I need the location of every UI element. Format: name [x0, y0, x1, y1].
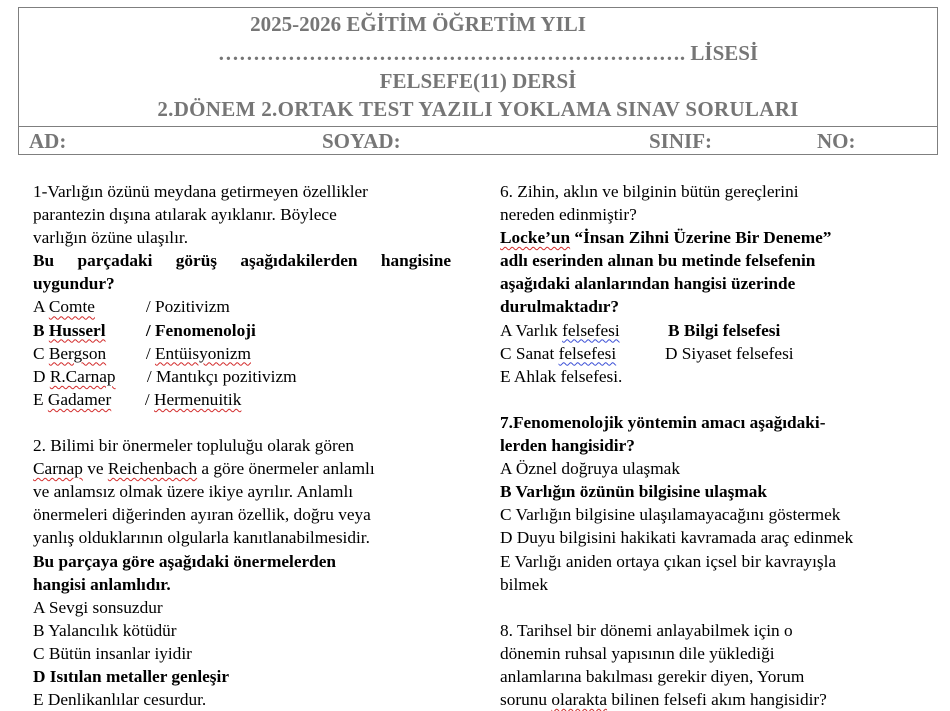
- option-text: C Sanat: [500, 343, 559, 363]
- course-title: FELSEFE(11) DERSİ: [379, 69, 577, 93]
- option-movement: Pozitivizm: [154, 297, 230, 317]
- option-text: felsefesi: [558, 343, 617, 363]
- option-separator: /: [145, 320, 155, 340]
- q6-stem-line: 6. Zihin, aklın ve bilginin bütün gereçlerini: [500, 182, 799, 201]
- q2-option-e: E Denlikanlılar cesurdur.: [33, 690, 207, 710]
- option-letter: A: [33, 297, 45, 317]
- surname-field-label: SOYAD:: [322, 129, 401, 153]
- q7-option-a: A Öznel doğruya ulaşmak: [500, 459, 680, 479]
- question-6: [500, 180, 920, 388]
- option-letter: E: [33, 389, 44, 409]
- q8-text: sorunu: [500, 690, 552, 710]
- q1-stem-line: 1-Varlığın özünü meydana getirmeyen özellikler: [33, 182, 368, 201]
- q8-stem-line: [500, 688, 920, 711]
- q7-prompt-line: 7.Fenomenolojik yöntemin amacı aşağıdaki-: [500, 412, 826, 432]
- q7-option-d: D Duyu bilgisini hakikati kavramada araç edinmek: [500, 528, 854, 548]
- q2-author-name: Reichenbach: [107, 459, 198, 479]
- q1-stem-line: parantezin dışına atılarak ayıklanır. Böylece: [33, 205, 337, 225]
- q2-stem-line: 2. Bilimi bir önermeler topluluğu olarak gören: [33, 436, 355, 456]
- q6-option-c: [500, 342, 665, 365]
- option-movement: Hermenuitik: [154, 389, 242, 409]
- q1-option-e: [33, 388, 451, 411]
- q6-stem-line: nereden edinmiştir?: [500, 205, 637, 225]
- q6-prompt-line: aşağıdaki alanlarından hangisi üzerinde: [500, 274, 796, 294]
- option-text: A Varlık: [500, 320, 563, 340]
- option-separator: /: [145, 297, 155, 317]
- header-divider: [19, 126, 937, 127]
- q2-stem-text: a göre önermeler anlamlı: [197, 459, 375, 479]
- option-letter: D: [33, 366, 46, 386]
- q1-option-a: [33, 295, 451, 318]
- q2-option-a: A Sevgi sonsuzdur: [33, 597, 163, 617]
- spacer: [33, 411, 451, 434]
- q2-stem-line: yanlış olduklarının olgularla kanıtlanabilmesidir.: [33, 528, 370, 548]
- option-philosopher: Bergson: [48, 343, 107, 363]
- q6-author-name: Locke’un: [500, 228, 571, 248]
- option-philosopher: Comte: [48, 297, 95, 317]
- option-movement: Entüisyonizm: [154, 343, 251, 363]
- option-separator: /: [145, 343, 155, 363]
- q2-stem-line: ve anlamsız olmak üzere ikiye ayrılır. Anlamlı: [33, 482, 354, 502]
- right-column: [500, 180, 920, 711]
- q2-prompt-line: hangisi anlamlıdır.: [33, 574, 171, 594]
- question-8: [500, 619, 920, 711]
- q6-prompt-line: durulmaktadır?: [500, 297, 620, 317]
- question-2: [33, 434, 451, 711]
- spacer: [500, 388, 920, 411]
- q7-option-e-cont: bilmek: [500, 574, 548, 594]
- option-philosopher: R.Carnap: [49, 366, 116, 386]
- number-field-label: NO:: [817, 129, 856, 153]
- option-philosopher: Gadamer: [47, 389, 112, 409]
- q2-conjunction: ve: [82, 459, 108, 479]
- q2-stem-line: önermeleri diğerinden ayıran özellik, doğru veya: [33, 505, 371, 525]
- question-7: [500, 411, 920, 596]
- option-philosopher: Husserl: [48, 320, 106, 340]
- q2-author-name: Carnap: [33, 459, 83, 479]
- q6-prompt-line: [500, 226, 920, 249]
- q7-option-c: C Varlığın bilgisine ulaşılamayacağını göstermek: [500, 505, 841, 525]
- q6-work-title: “İnsan Zihni Üzerine Bir Deneme”: [570, 228, 832, 248]
- q8-stem-line: anlamlarına bakılması gerekir diyen, Yorum: [500, 666, 805, 686]
- q2-prompt-line: Bu parçaya göre aşağıdaki önermelerden: [33, 551, 337, 571]
- q1-stem-line: varlığın özüne ulaşılır.: [33, 228, 189, 248]
- school-name-line: …………………………………………………………. LİSESİ: [217, 41, 759, 65]
- q1-option-d: [33, 365, 451, 388]
- q1-prompt-line: uygundur?: [33, 274, 115, 294]
- academic-year-title: 2025-2026 EĞİTİM ÖĞRETİM YILI: [250, 12, 586, 36]
- exam-title: 2.DÖNEM 2.ORTAK TEST YAZILI YOKLAMA SINAV SORULARI: [157, 97, 799, 121]
- q2-option-c: C Bütün insanlar iyidir: [33, 643, 192, 663]
- q6-options-row: [500, 319, 920, 342]
- q6-option-d: D Siyaset felsefesi: [665, 343, 794, 363]
- q1-option-c: [33, 342, 451, 365]
- option-text: felsefesi: [562, 320, 620, 340]
- q6-prompt-line: adlı eserinden alınan bu metinde felsefenin: [500, 251, 816, 271]
- q6-options-row: [500, 342, 920, 365]
- option-separator: /: [146, 366, 156, 386]
- option-movement: Mantıkçı pozitivizm: [155, 366, 297, 386]
- q6-option-e: E Ahlak felsefesi.: [500, 366, 623, 386]
- student-info-row: [19, 128, 937, 154]
- q7-option-e: E Varlığı aniden ortaya çıkan içsel bir kavrayışla: [500, 551, 837, 571]
- option-separator: /: [144, 389, 155, 409]
- name-field-label: AD:: [29, 129, 67, 153]
- question-1: [33, 180, 451, 411]
- q1-option-b: [33, 319, 451, 342]
- class-field-label: SINIF:: [649, 129, 713, 153]
- q7-prompt-line: lerden hangisidir?: [500, 436, 635, 456]
- q2-stem-line: [33, 457, 451, 480]
- q8-stem-line: 8. Tarihsel bir dönemi anlayabilmek için o: [500, 620, 793, 640]
- q8-text: olarakta: [551, 690, 608, 710]
- q6-option-b: B Bilgi felsefesi: [668, 320, 781, 340]
- q6-option-a: [500, 319, 668, 342]
- q8-text: bilinen felsefi akım hangisidir?: [607, 690, 827, 710]
- option-movement: Fenomenoloji: [154, 320, 256, 340]
- exam-header: [18, 7, 938, 155]
- q8-stem-line: dönemin ruhsal yapısının dile yüklediği: [500, 643, 775, 663]
- q7-option-b: B Varlığın özünün bilgisine ulaşmak: [500, 482, 767, 502]
- option-letter: C: [33, 343, 45, 363]
- option-letter: B: [33, 320, 45, 340]
- spacer: [500, 596, 920, 619]
- q1-prompt-line: Bu parçadaki görüş aşağıdakilerden hangisine: [33, 251, 451, 271]
- q2-option-d: D Isıtılan metaller genleşir: [33, 666, 229, 686]
- q2-option-b: B Yalancılık kötüdür: [33, 620, 177, 640]
- left-column: [33, 180, 451, 711]
